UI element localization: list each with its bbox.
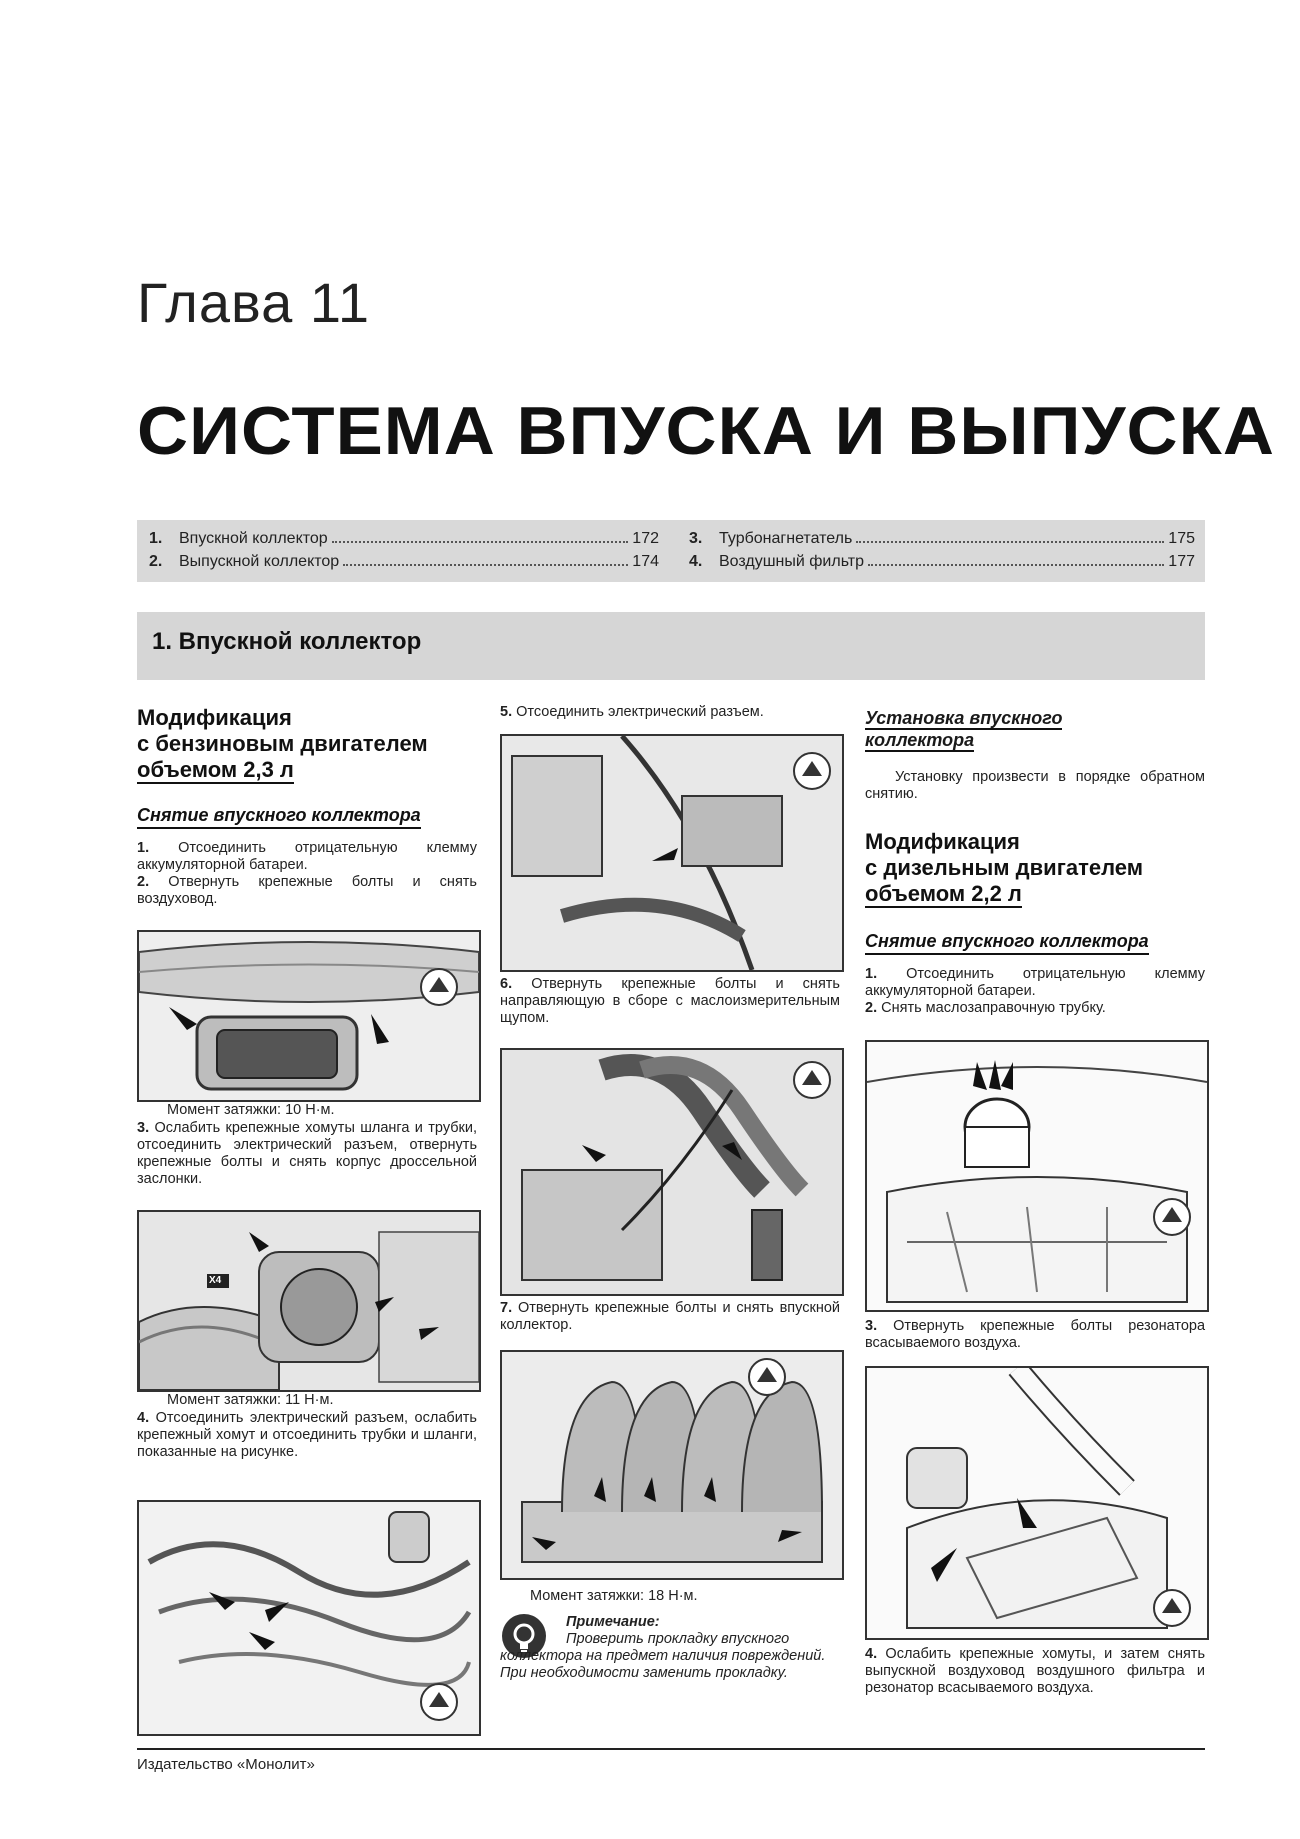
- note-label: Примечание:: [566, 1614, 660, 1630]
- step-body: Отвернуть крепежные болты резонатора всасываемого воздуха.: [865, 1318, 1206, 1351]
- mod-heading-line: с бензиновым двигателем: [137, 731, 428, 756]
- step-num: 7.: [500, 1300, 513, 1316]
- step-body: Ослабить крепежные хомуты, и затем снять выпускной воздуховод воздушного фильтра и резонатор всасываемого воздуха.: [865, 1646, 1206, 1696]
- step-body: Отсоединить отрицательную клемму аккумуляторной батареи.: [865, 966, 1206, 999]
- step-num: 1.: [865, 966, 878, 982]
- toc-title: Впускной коллектор: [179, 530, 328, 547]
- step-text: [137, 1410, 477, 1461]
- step-body: Отсоединить электрический разъем, ослабить крепежный хомут и отсоединить трубки и шланги, показанные на рисунке.: [137, 1410, 477, 1460]
- toc-item[interactable]: [149, 553, 659, 571]
- install-text: Установку произвести в порядке обратном снятию.: [865, 769, 1205, 802]
- mod-heading-line: с дизельным двигателем: [865, 855, 1144, 880]
- table-of-contents: [137, 520, 1205, 582]
- step-text: [865, 1000, 1205, 1017]
- footer-rule: [137, 1748, 1205, 1750]
- column-1-cont: [137, 1102, 477, 1188]
- step-body: Отвернуть крепежные болты и снять направляющую в сборе с маслоизмерительным щупом.: [500, 976, 840, 1026]
- toc-page: 177: [1168, 553, 1195, 570]
- sub-heading-removal: Снятие впускного коллектора: [137, 805, 421, 829]
- install-heading: Установка впускного коллектора: [865, 708, 1063, 750]
- mod-heading-petrol: [137, 705, 477, 783]
- figure-resonator: [865, 1366, 1209, 1640]
- step-body: Ослабить крепежные хомуты шланга и трубки, отсоединить электрический разъем, отвернуть крепежные болты и снять корпус дроссельной заслонки.: [137, 1120, 478, 1187]
- column-2: [500, 704, 840, 721]
- torque-value: Момент затяжки: 18 Н·м.: [530, 1588, 698, 1604]
- step-text: [500, 1300, 840, 1334]
- chapter-label: Глава 11: [137, 271, 370, 334]
- toc-title: Турбонагнетатель: [719, 530, 853, 547]
- note-text: Проверить прокладку впускного коллектора на предмет наличия повреждений. При необходимости заменить прокладку.: [500, 1631, 826, 1681]
- mod-heading-line: объемом 2,3 л: [137, 757, 294, 782]
- step-text: [137, 874, 477, 908]
- step-body: Снять маслозаправочную трубку.: [881, 1000, 1106, 1016]
- toc-leader: [332, 541, 629, 543]
- step-num: 2.: [865, 1000, 878, 1016]
- toc-title: Воздушный фильтр: [719, 553, 865, 570]
- mod-heading-line: Модификация: [865, 829, 1020, 854]
- step-body: Отвернуть крепежные болты и снять впускной коллектор.: [500, 1300, 840, 1333]
- figure-intake-manifold: [500, 1350, 844, 1580]
- note-block: [500, 1614, 840, 1682]
- step-text: [137, 840, 477, 874]
- figure-throttle-body: [137, 1210, 481, 1392]
- toc-page: 175: [1168, 530, 1195, 547]
- step-num: 4.: [137, 1410, 150, 1426]
- toc-num: 1.: [149, 530, 163, 547]
- step-body: Отсоединить электрический разъем.: [516, 704, 764, 720]
- toc-item[interactable]: [689, 530, 1195, 548]
- step-num: 2.: [137, 874, 150, 890]
- step-text: [500, 704, 840, 721]
- column-1-cont2: [137, 1392, 477, 1461]
- column-3-cont: [865, 1318, 1205, 1352]
- figure-tag: X4: [209, 1275, 222, 1286]
- column-2-cont: [500, 976, 840, 1027]
- column-3: [865, 707, 1205, 1017]
- step-text: [500, 976, 840, 1027]
- column-3-cont2: [865, 1646, 1205, 1697]
- column-1: [137, 705, 477, 908]
- figure-hoses: [137, 1500, 481, 1736]
- mod-heading-diesel: [865, 829, 1205, 907]
- step-num: 5.: [500, 704, 513, 720]
- toc-leader: [856, 541, 1164, 543]
- step-text: [865, 966, 1205, 1000]
- figure-dipstick: [500, 1048, 844, 1296]
- step-text: [865, 1318, 1205, 1352]
- toc-num: 2.: [149, 553, 163, 570]
- mod-heading-line: Модификация: [137, 705, 292, 730]
- toc-page: 172: [632, 530, 659, 547]
- column-2-cont2: [500, 1300, 840, 1334]
- toc-leader: [343, 564, 628, 566]
- figure-air-duct: [137, 930, 481, 1102]
- footer-publisher: Издательство «Монолит»: [137, 1756, 315, 1773]
- toc-item[interactable]: [149, 530, 659, 548]
- step-num: 3.: [865, 1318, 878, 1334]
- figure-oil-filler: [865, 1040, 1209, 1312]
- sub-heading-removal-diesel: Снятие впускного коллектора: [865, 931, 1149, 955]
- step-num: 3.: [137, 1120, 150, 1136]
- step-body: Отвернуть крепежные болты и снять воздуховод.: [137, 874, 477, 907]
- step-body: Отсоединить отрицательную клемму аккумуляторной батареи.: [137, 840, 478, 873]
- step-text: [865, 1646, 1205, 1697]
- step-num: 6.: [500, 976, 513, 992]
- chapter-title: СИСТЕМА ВПУСКА И ВЫПУСКА: [137, 393, 1275, 469]
- toc-num: 4.: [689, 553, 703, 570]
- torque-value: Момент затяжки: 10 Н·м.: [167, 1102, 335, 1118]
- toc-leader: [868, 564, 1164, 566]
- section-title: 1. Впускной коллектор: [152, 628, 422, 655]
- figure-connector: [500, 734, 844, 972]
- step-text: [137, 1120, 477, 1188]
- toc-page: 174: [632, 553, 659, 570]
- torque-value: Момент затяжки: 11 Н·м.: [167, 1392, 334, 1408]
- mod-heading-line: объемом 2,2 л: [865, 881, 1022, 906]
- toc-title: Выпускной коллектор: [179, 553, 340, 570]
- step-num: 4.: [865, 1646, 878, 1662]
- toc-num: 3.: [689, 530, 703, 547]
- step-num: 1.: [137, 840, 150, 856]
- toc-item[interactable]: [689, 553, 1195, 571]
